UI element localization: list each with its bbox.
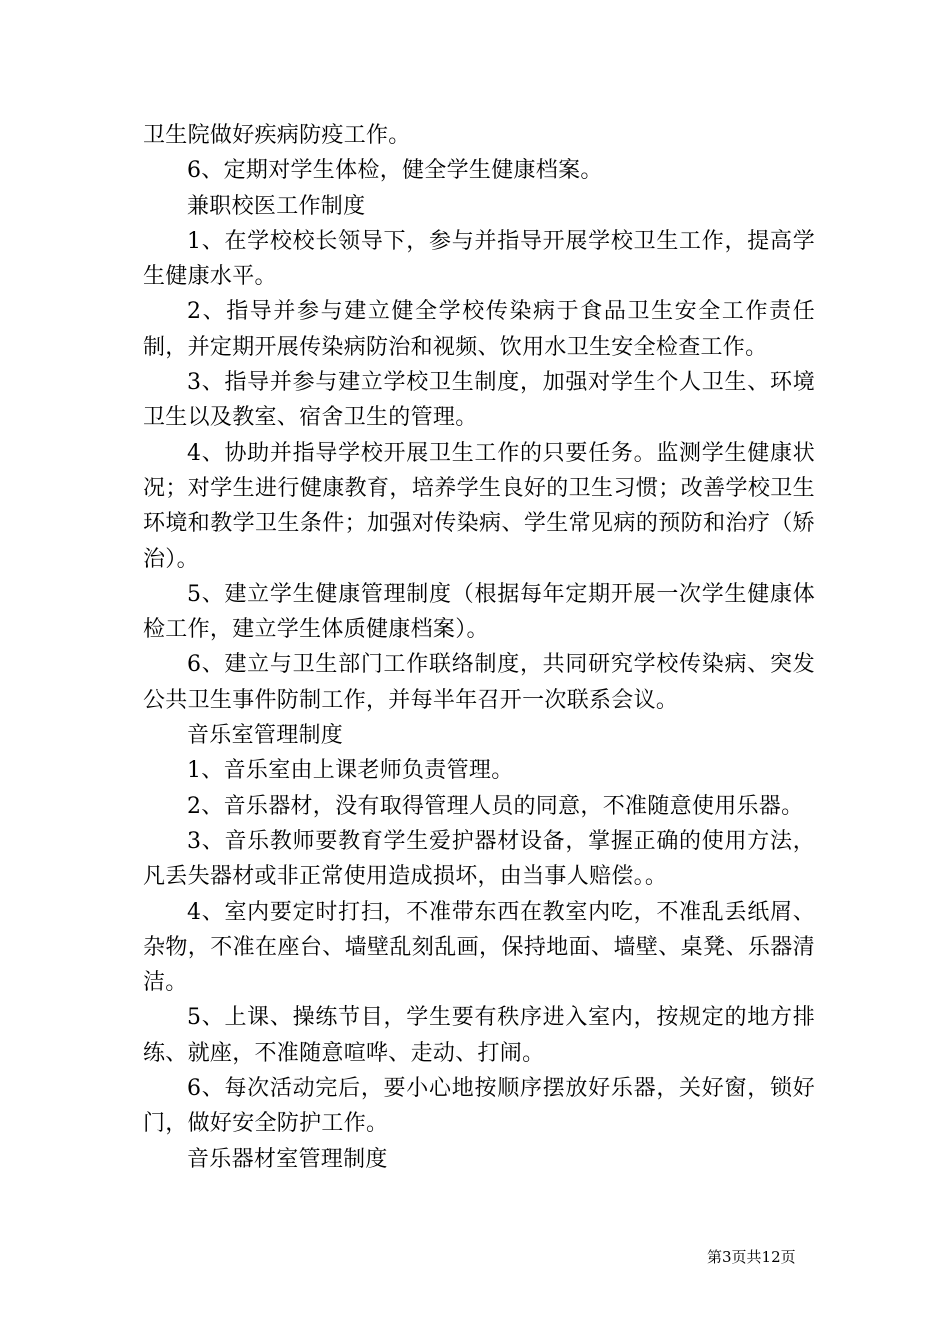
paragraph: 2、音乐器材，没有取得管理人员的同意，不准随意使用乐器。 bbox=[187, 793, 804, 819]
paragraph: 卫生院做好疾病防疫工作。 bbox=[143, 123, 411, 148]
section-heading: 音乐器材室管理制度 bbox=[187, 1146, 388, 1172]
paragraph: 6、定期对学生体检，健全学生健康档案。 bbox=[187, 158, 603, 184]
paragraph: 3、音乐教师要教育学生爱护器材设备，掌握正确的使用方法，凡丢失器材或非正常使用造成损坏，由当事人赔偿。。 bbox=[143, 828, 815, 890]
section-heading: 音乐室管理制度 bbox=[187, 723, 344, 749]
paragraph: 6、每次活动完后，要小心地按顺序摆放好乐器，关好窗，锁好门，做好安全防护工作。 bbox=[143, 1076, 815, 1137]
paragraph: 6、建立与卫生部门工作联络制度，共同研究学校传染病、突发公共卫生事件防制工作，并每半年召开一次联系会议。 bbox=[143, 652, 815, 713]
paragraph: 5、上课、操练节目，学生要有秩序进入室内，按规定的地方排练、就座，不准随意喧哗、走动、打闹。 bbox=[143, 1005, 815, 1066]
page-number: 第3页共12页 bbox=[707, 1248, 796, 1266]
paragraph: 4、协助并指导学校开展卫生工作的只要任务。监测学生健康状况；对学生进行健康教育，培养学生良好的卫生习惯；改善学校卫生环境和教学卫生条件；加强对传染病、学生常见病的预防和治疗（矫治）。 bbox=[143, 440, 815, 572]
paragraph: 2、指导并参与建立健全学校传染病于食品卫生安全工作责任制，并定期开展传染病防治和视频、饮用水卫生安全检查工作。 bbox=[143, 299, 815, 360]
paragraph: 1、音乐室由上课老师负责管理。 bbox=[187, 758, 514, 784]
document-body bbox=[143, 118, 815, 1177]
paragraph: 5、建立学生健康管理制度（根据每年定期开展一次学生健康体检工作，建立学生体质健康档案）。 bbox=[143, 581, 815, 643]
paragraph: 4、室内要定时打扫，不准带东西在教室内吃，不准乱丢纸屑、杂物，不准在座台、墙壁乱刻乱画，保持地面、墙壁、桌凳、乐器清洁。 bbox=[143, 899, 815, 996]
paragraph: 1、在学校校长领导下，参与并指导开展学校卫生工作，提高学生健康水平。 bbox=[143, 228, 815, 290]
section-heading: 兼职校医工作制度 bbox=[187, 193, 366, 219]
paragraph: 3、指导并参与建立学校卫生制度，加强对学生个人卫生、环境卫生以及教室、宿舍卫生的管理。 bbox=[143, 370, 815, 431]
